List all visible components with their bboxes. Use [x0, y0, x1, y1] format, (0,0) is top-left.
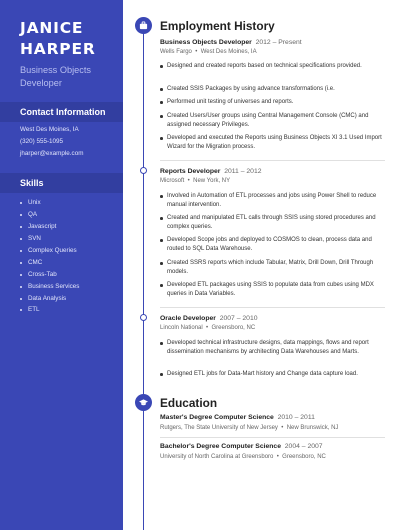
- contact-section-title: Contact Information: [20, 107, 106, 117]
- skills-section-bar: [0, 173, 123, 193]
- job-dates: 2011 – 2012: [224, 168, 262, 175]
- contact-phone[interactable]: (320) 555-1095: [20, 138, 64, 145]
- job-company: Wells Fargo: [160, 49, 192, 55]
- education-dates: 2004 – 2007: [284, 443, 323, 450]
- name-last: HARPER: [20, 40, 96, 58]
- role-line-1: Business Objects: [20, 65, 91, 75]
- role-line-2: Developer: [20, 77, 62, 88]
- education-degree: Master's Degree Computer Science: [160, 414, 274, 421]
- education-degree-line: [160, 443, 323, 450]
- job-bullet: Designed and created reports based on technical specifications provided.: [160, 62, 385, 71]
- job-company: Microsoft: [160, 178, 185, 184]
- job-bullet: Developed Scope jobs and deployed to COSMOS to clean, process data and routed to SQL Data Warehouse.: [160, 236, 385, 253]
- job-title-line: [160, 39, 302, 46]
- skill-item: ETL: [20, 304, 79, 316]
- skill-item: Business Services: [20, 281, 79, 293]
- contact-location: West Des Moines, IA: [20, 126, 79, 133]
- job-company: Lincoln National: [160, 325, 203, 331]
- education-dates: 2010 – 2011: [277, 414, 315, 421]
- job-title: Business Objects Developer: [160, 39, 252, 46]
- education-school: University of North Carolina at Greensboro: [160, 454, 274, 460]
- timeline-line: [143, 26, 144, 530]
- graduation-cap-icon: [135, 394, 152, 411]
- education-school-line: University of North Carolina at Greensboro • Greensboro, NC: [160, 454, 326, 460]
- job-title-line: [160, 315, 258, 322]
- job-bullet: Developed ETL packages using SSIS to populate data from cubes using MDX queries in Data Variables.: [160, 281, 385, 298]
- job-bullet: Performed unit testing of universes and reports.: [160, 98, 385, 107]
- candidate-name: [20, 18, 120, 60]
- timeline-dot: [140, 314, 147, 321]
- skill-item: Cross-Tab: [20, 269, 79, 281]
- job-company-line: Microsoft • New York, NY: [160, 178, 231, 184]
- skill-item: CMC: [20, 257, 79, 269]
- candidate-role: [20, 64, 120, 89]
- job-bullet: Involved in Automation of ETL processes and jobs using Power Shell to reduce manual intervention.: [160, 192, 385, 209]
- job-bullet: Created and manipulated ETL calls through SSIS using stored procedures and complex queries.: [160, 214, 385, 231]
- job-bullet: Created SSIS Packages by using advance transformations (i.e.: [160, 85, 385, 94]
- education-degree: Bachelor's Degree Computer Science: [160, 443, 281, 450]
- job-dates: 2007 – 2010: [219, 315, 258, 322]
- job-company-line: Lincoln National • Greensboro, NC: [160, 325, 256, 331]
- skill-item: Unix: [20, 197, 79, 209]
- education-school: Rutgers, The State University of New Jersey: [160, 425, 278, 431]
- education-location: Greensboro, NC: [282, 454, 326, 460]
- education-section-title: Education: [160, 396, 218, 410]
- job-location: West Des Moines, IA: [200, 49, 257, 55]
- skill-item: Data Analysis: [20, 293, 79, 305]
- skills-list: [20, 197, 79, 316]
- timeline-dot: [140, 167, 147, 174]
- education-location: New Brunswick, NJ: [286, 425, 339, 431]
- job-divider: [160, 160, 385, 161]
- job-bullet: Developed technical infrastructure designs, data mappings, flows and report dissemination mechanisms by architecting Data Warehouses and Marts.: [160, 339, 385, 356]
- education-degree-line: [160, 414, 315, 421]
- skill-item: Complex Queries: [20, 245, 79, 257]
- sidebar: [0, 0, 123, 530]
- job-bullet: Created SSRS reports which include Tabular, Matrix, Drill Down, Drill Through models.: [160, 259, 385, 276]
- skill-item: Javascript: [20, 221, 79, 233]
- education-school-line: Rutgers, The State University of New Jersey • New Brunswick, NJ: [160, 425, 339, 431]
- job-bullet: Developed and executed the Reports using Business Objects XI 3.1 Used Import Wizard for the Migration process.: [160, 134, 385, 151]
- education-divider: [160, 437, 385, 438]
- skill-item: SVN: [20, 233, 79, 245]
- employment-section-title: Employment History: [160, 19, 275, 33]
- name-first: JANICE: [20, 19, 84, 37]
- skills-section-title: Skills: [20, 178, 44, 188]
- job-company-line: Wells Fargo • West Des Moines, IA: [160, 49, 257, 55]
- skill-item: QA: [20, 209, 79, 221]
- contact-email[interactable]: jharper@example.com: [20, 150, 84, 157]
- job-location: New York, NY: [193, 178, 231, 184]
- job-bullet: Designed ETL jobs for Data-Mart history and Change data capture load.: [160, 370, 385, 379]
- job-dates: 2012 – Present: [255, 39, 302, 46]
- job-bullet: Created Users/User groups using Central Management Console (CMC) and assigned necessary Privileges.: [160, 112, 385, 129]
- job-location: Greensboro, NC: [211, 325, 256, 331]
- job-title-line: [160, 168, 262, 175]
- briefcase-icon: [135, 17, 152, 34]
- job-divider: [160, 307, 385, 308]
- job-title: Reports Developer: [160, 168, 221, 175]
- job-title: Oracle Developer: [160, 315, 216, 322]
